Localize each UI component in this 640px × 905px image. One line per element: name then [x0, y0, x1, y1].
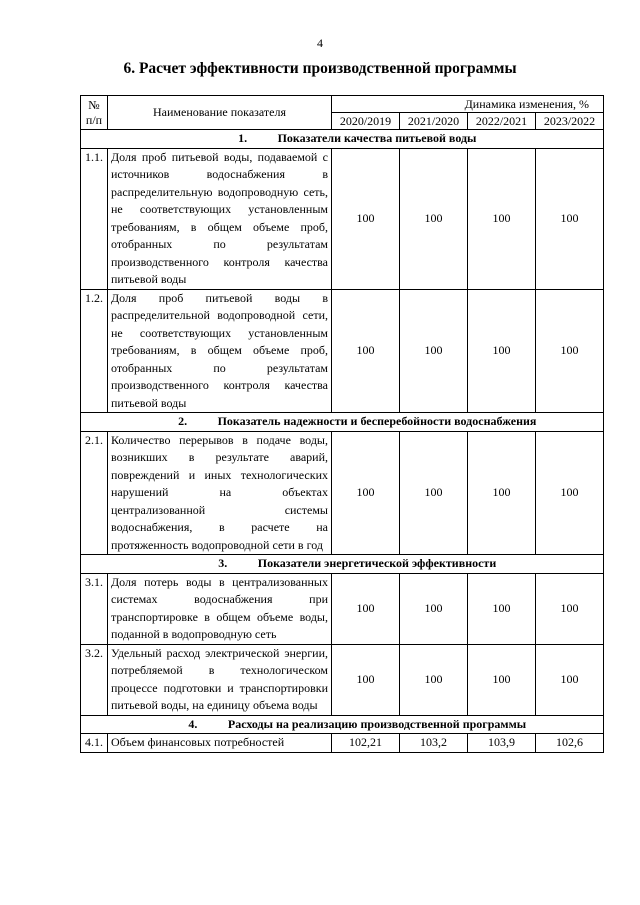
group-title: Показатели энергетической эффективности	[257, 556, 497, 570]
dynamics-value: 103,9	[468, 734, 536, 753]
dynamics-value: 100	[468, 289, 536, 413]
indicator-name: Объем финансовых потребностей	[108, 734, 332, 753]
group-heading	[81, 130, 604, 149]
dynamics-value: 100	[332, 289, 400, 413]
header-dynamics	[332, 96, 604, 113]
indicator-name: Доля потерь воды в централизованных системах водоснабжения при транспортировке в общем объеме воды, поданной в водопроводную сеть	[108, 573, 332, 644]
indicator-name: Удельный расход электрической энергии, потребляемой в технологическом процессе подготовки и транспортировки питьевой воды, на единицу объема воды	[108, 644, 332, 715]
dynamics-value: 100	[332, 573, 400, 644]
indicator-name: Доля проб питьевой воды, подаваемой с источников водоснабжения в распределительную водопроводную сеть, не соответствующих установленным требованиям, в общем объеме проб, отобранных по результатам производственного контроля качества питьевой воды	[108, 148, 332, 289]
group-title: Расходы на реализацию производственной программы	[227, 716, 527, 731]
row-number: 2.1.	[81, 431, 108, 555]
dynamics-value: 100	[536, 289, 604, 413]
group-row	[81, 130, 604, 149]
dynamics-value: 100	[468, 148, 536, 289]
group-row	[81, 555, 604, 574]
dynamics-value: 100	[332, 431, 400, 555]
dynamics-value: 102,21	[332, 734, 400, 753]
group-heading	[81, 555, 604, 574]
header-year: 2022/2021	[468, 113, 536, 130]
header-dynamics-label: Динамика изменения, %	[464, 97, 589, 111]
table-row	[81, 289, 604, 413]
dynamics-value: 100	[400, 573, 468, 644]
table-row	[81, 573, 604, 644]
header-year: 2020/2019	[332, 113, 400, 130]
group-row	[81, 413, 604, 432]
row-number: 4.1.	[81, 734, 108, 753]
dynamics-value: 100	[400, 431, 468, 555]
dynamics-value: 100	[468, 431, 536, 555]
group-heading	[81, 715, 604, 734]
indicator-name: Количество перерывов в подаче воды, возникших в результате аварий, повреждений и иных технологических нарушений на объектах централизованной системы водоснабжения, в расчете на протяженность водопроводной сети в год	[108, 431, 332, 555]
dynamics-value: 100	[536, 148, 604, 289]
group-title: Показатель надежности и бесперебойности водоснабжения	[217, 414, 537, 428]
row-number: 3.2.	[81, 644, 108, 715]
dynamics-value: 103,2	[400, 734, 468, 753]
dynamics-value: 100	[400, 289, 468, 413]
header-year: 2021/2020	[400, 113, 468, 130]
page-number: 4	[317, 36, 323, 50]
dynamics-value: 100	[536, 431, 604, 555]
header-year: 2023/2022	[536, 113, 604, 130]
table-row	[81, 644, 604, 715]
group-number: 2.	[178, 414, 188, 428]
dynamics-value: 100	[536, 644, 604, 715]
dynamics-value: 102,6	[536, 734, 604, 753]
table-row	[81, 431, 604, 555]
table-row	[81, 734, 604, 753]
header-num	[81, 96, 108, 130]
dynamics-value: 100	[400, 148, 468, 289]
group-row	[81, 715, 604, 734]
group-number: 1.	[238, 131, 248, 145]
dynamics-value: 100	[536, 573, 604, 644]
dynamics-value: 100	[400, 644, 468, 715]
header-num-label: № п/п	[85, 97, 103, 127]
indicator-name: Доля проб питьевой воды в распределительной водопроводной сети, не соответствующих установленным требованиям, в общем объеме проб, отобранных по результатам производственного контроля качества питьевой воды	[108, 289, 332, 413]
dynamics-value: 100	[332, 644, 400, 715]
dynamics-value: 100	[468, 573, 536, 644]
section-title: 6. Расчет эффективности производственной программы	[123, 60, 517, 77]
table-row	[81, 148, 604, 289]
table-header-row	[81, 96, 604, 113]
dynamics-value: 100	[468, 644, 536, 715]
dynamics-value: 100	[332, 148, 400, 289]
group-title: Показатели качества питьевой воды	[277, 131, 477, 145]
row-number: 1.1.	[81, 148, 108, 289]
group-heading	[81, 413, 604, 432]
efficiency-table	[80, 95, 604, 753]
row-number: 1.2.	[81, 289, 108, 413]
row-number: 3.1.	[81, 573, 108, 644]
group-number: 4.	[188, 716, 198, 731]
group-number: 3.	[218, 556, 228, 570]
header-name-label: Наименование показателя	[153, 104, 286, 119]
header-name	[108, 96, 332, 130]
